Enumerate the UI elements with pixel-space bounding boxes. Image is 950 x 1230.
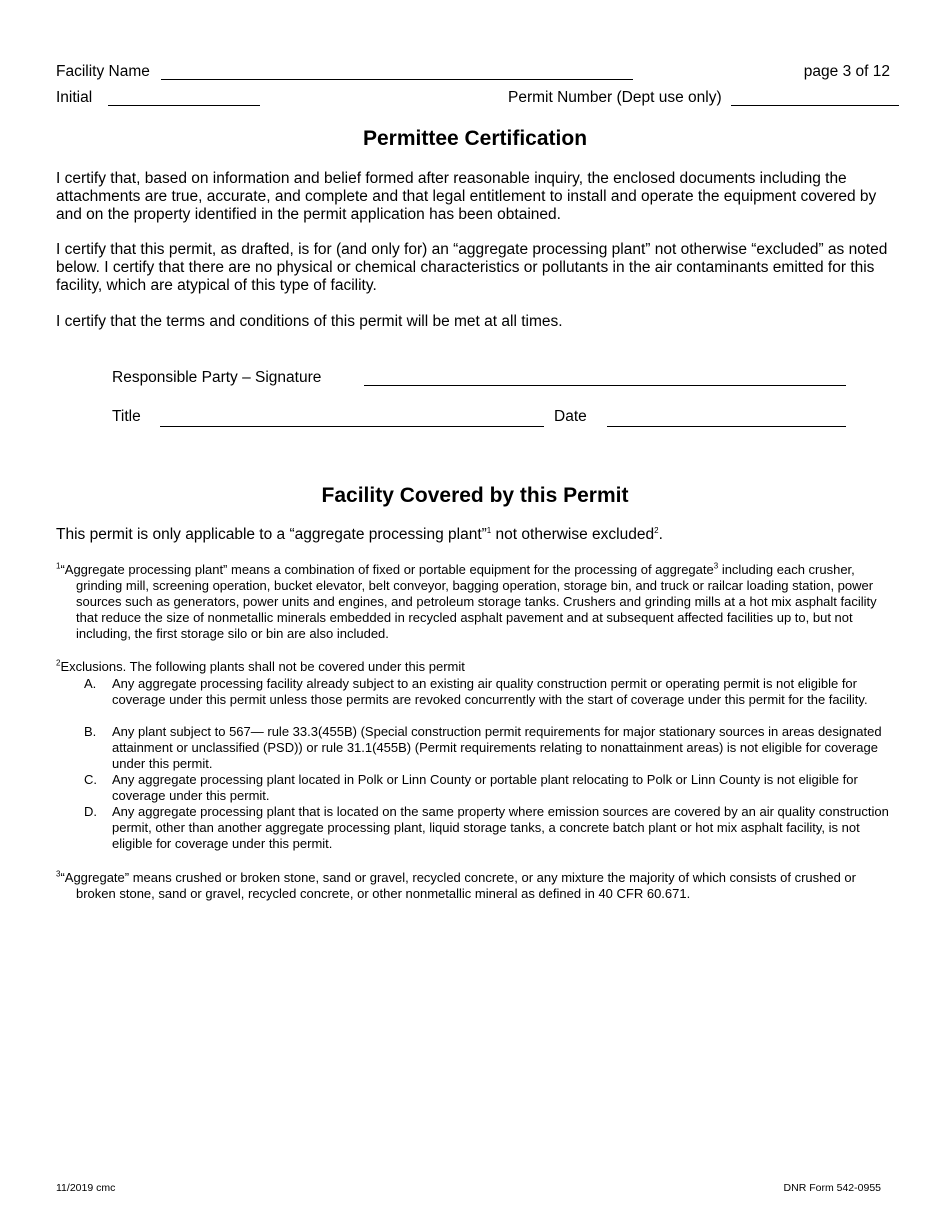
certification-paragraph-2: I certify that this permit, as drafted, is for (and only for) an “aggregate processing plant” not otherwise “excluded” as noted below. I certify that there are no physical or chemical characteristics or pollutants in the air contaminants emitted for this facility, which are atypical of this type of facility. — [56, 241, 888, 294]
certification-paragraph-1: I certify that, based on information and belief formed after reasonable inquiry, the enclosed documents including the attachments are true, accurate, and complete and that legal entitlement to install and operate the equipment covered by and on the property identified in the permit application has been obtained. — [56, 170, 877, 223]
exclusion-text: Any aggregate processing plant that is located on the same property where emission sources are covered by an air quality construction permit, other than another aggregate processing plant, liquid storage tanks, a concrete batch plant or hot mix asphalt facility, is not eligible for coverage under this permit. — [112, 804, 889, 851]
coverage-title: Facility Covered by this Permit — [321, 484, 629, 507]
date-field[interactable] — [607, 426, 846, 427]
exclusion-item — [84, 772, 896, 804]
date-label: Date — [554, 408, 587, 425]
certification-title: Permittee Certification — [362, 127, 588, 150]
footer-form-number: DNR Form 542-0955 — [783, 1182, 881, 1194]
exclusion-item — [84, 676, 896, 708]
exclusion-text: Any plant subject to 567— rule 33.3(455B) (Special construction permit requirements for major stationary sources in areas designated attainment or unclassified (PSD)) or rule 31.1(455B) (Permit requirements relating to nonattainment areas) is not eligible for coverage under this permit. — [112, 724, 882, 771]
initial-field[interactable] — [108, 105, 260, 106]
exclusion-letter: A. — [84, 676, 97, 691]
footer-date-code: 11/2019 cmc — [56, 1182, 116, 1194]
exclusion-item — [84, 724, 896, 772]
footnote-2-marker: 2 — [56, 658, 61, 668]
title-field[interactable] — [160, 426, 544, 427]
footnote-1: $^1$“Aggregate processing plant” means a combination of fixed or portable equipment for the processing of aggregate$^3$ including each crusher, grinding mill, screening operation, bucket elevator, belt conveyor, bagging operation, storage bin, and truck or railcar loading station, power sources such as generators, power units and engines, and petroleum storage tanks. Crushers and grinding mills at a hot mix asphalt facility that reduce the size of nonmetallic minerals embedded in recycled asphalt pavement and at subsequent affected facilities up to, but not including, the first storage silo or bin are also included. — [56, 561, 877, 641]
exclusion-letter: B. — [84, 724, 97, 739]
coverage-intro: This permit is only applicable to a “aggregate processing plant”$^1$ not otherwise excluded$^2$. — [56, 525, 663, 543]
facility-name-field[interactable] — [161, 79, 633, 80]
signature-field[interactable] — [364, 385, 846, 386]
footnote-1-marker: 1 — [56, 561, 61, 571]
facility-name-label: Facility Name — [56, 63, 150, 80]
certification-paragraph-3: I certify that the terms and conditions of this permit will be met at all times. — [56, 313, 563, 330]
signature-label: Responsible Party – Signature — [112, 369, 322, 386]
footnote-3-marker: 3 — [56, 869, 61, 879]
permit-number-label: Permit Number (Dept use only) — [508, 89, 722, 106]
footnote-2-intro: $^2$Exclusions. The following plants shall not be covered under this permit — [56, 658, 465, 674]
title-label: Title — [112, 408, 141, 425]
exclusion-letter: D. — [84, 804, 97, 819]
page-number: page 3 of 12 — [803, 63, 890, 80]
exclusion-text: Any aggregate processing plant located in Polk or Linn County or portable plant relocating to Polk or Linn County is not eligible for coverage under this permit. — [112, 772, 858, 803]
exclusion-item — [84, 804, 896, 852]
initial-label: Initial — [56, 89, 93, 106]
footnote-3: $^3$“Aggregate” means crushed or broken stone, sand or gravel, recycled concrete, or any mixture the majority of which consists of crushed or broken stone, sand or gravel, recycled concrete, or other nonmetallic mineral as defined in 40 CFR 60.671. — [56, 869, 856, 901]
exclusion-letter: C. — [84, 772, 97, 787]
exclusion-text: Any aggregate processing facility already subject to an existing air quality construction permit or operating permit is not eligible for coverage under this permit unless those permits are revoked concurrently with the start of coverage under this permit for the facility. — [112, 676, 868, 707]
permit-number-field[interactable] — [731, 105, 899, 106]
